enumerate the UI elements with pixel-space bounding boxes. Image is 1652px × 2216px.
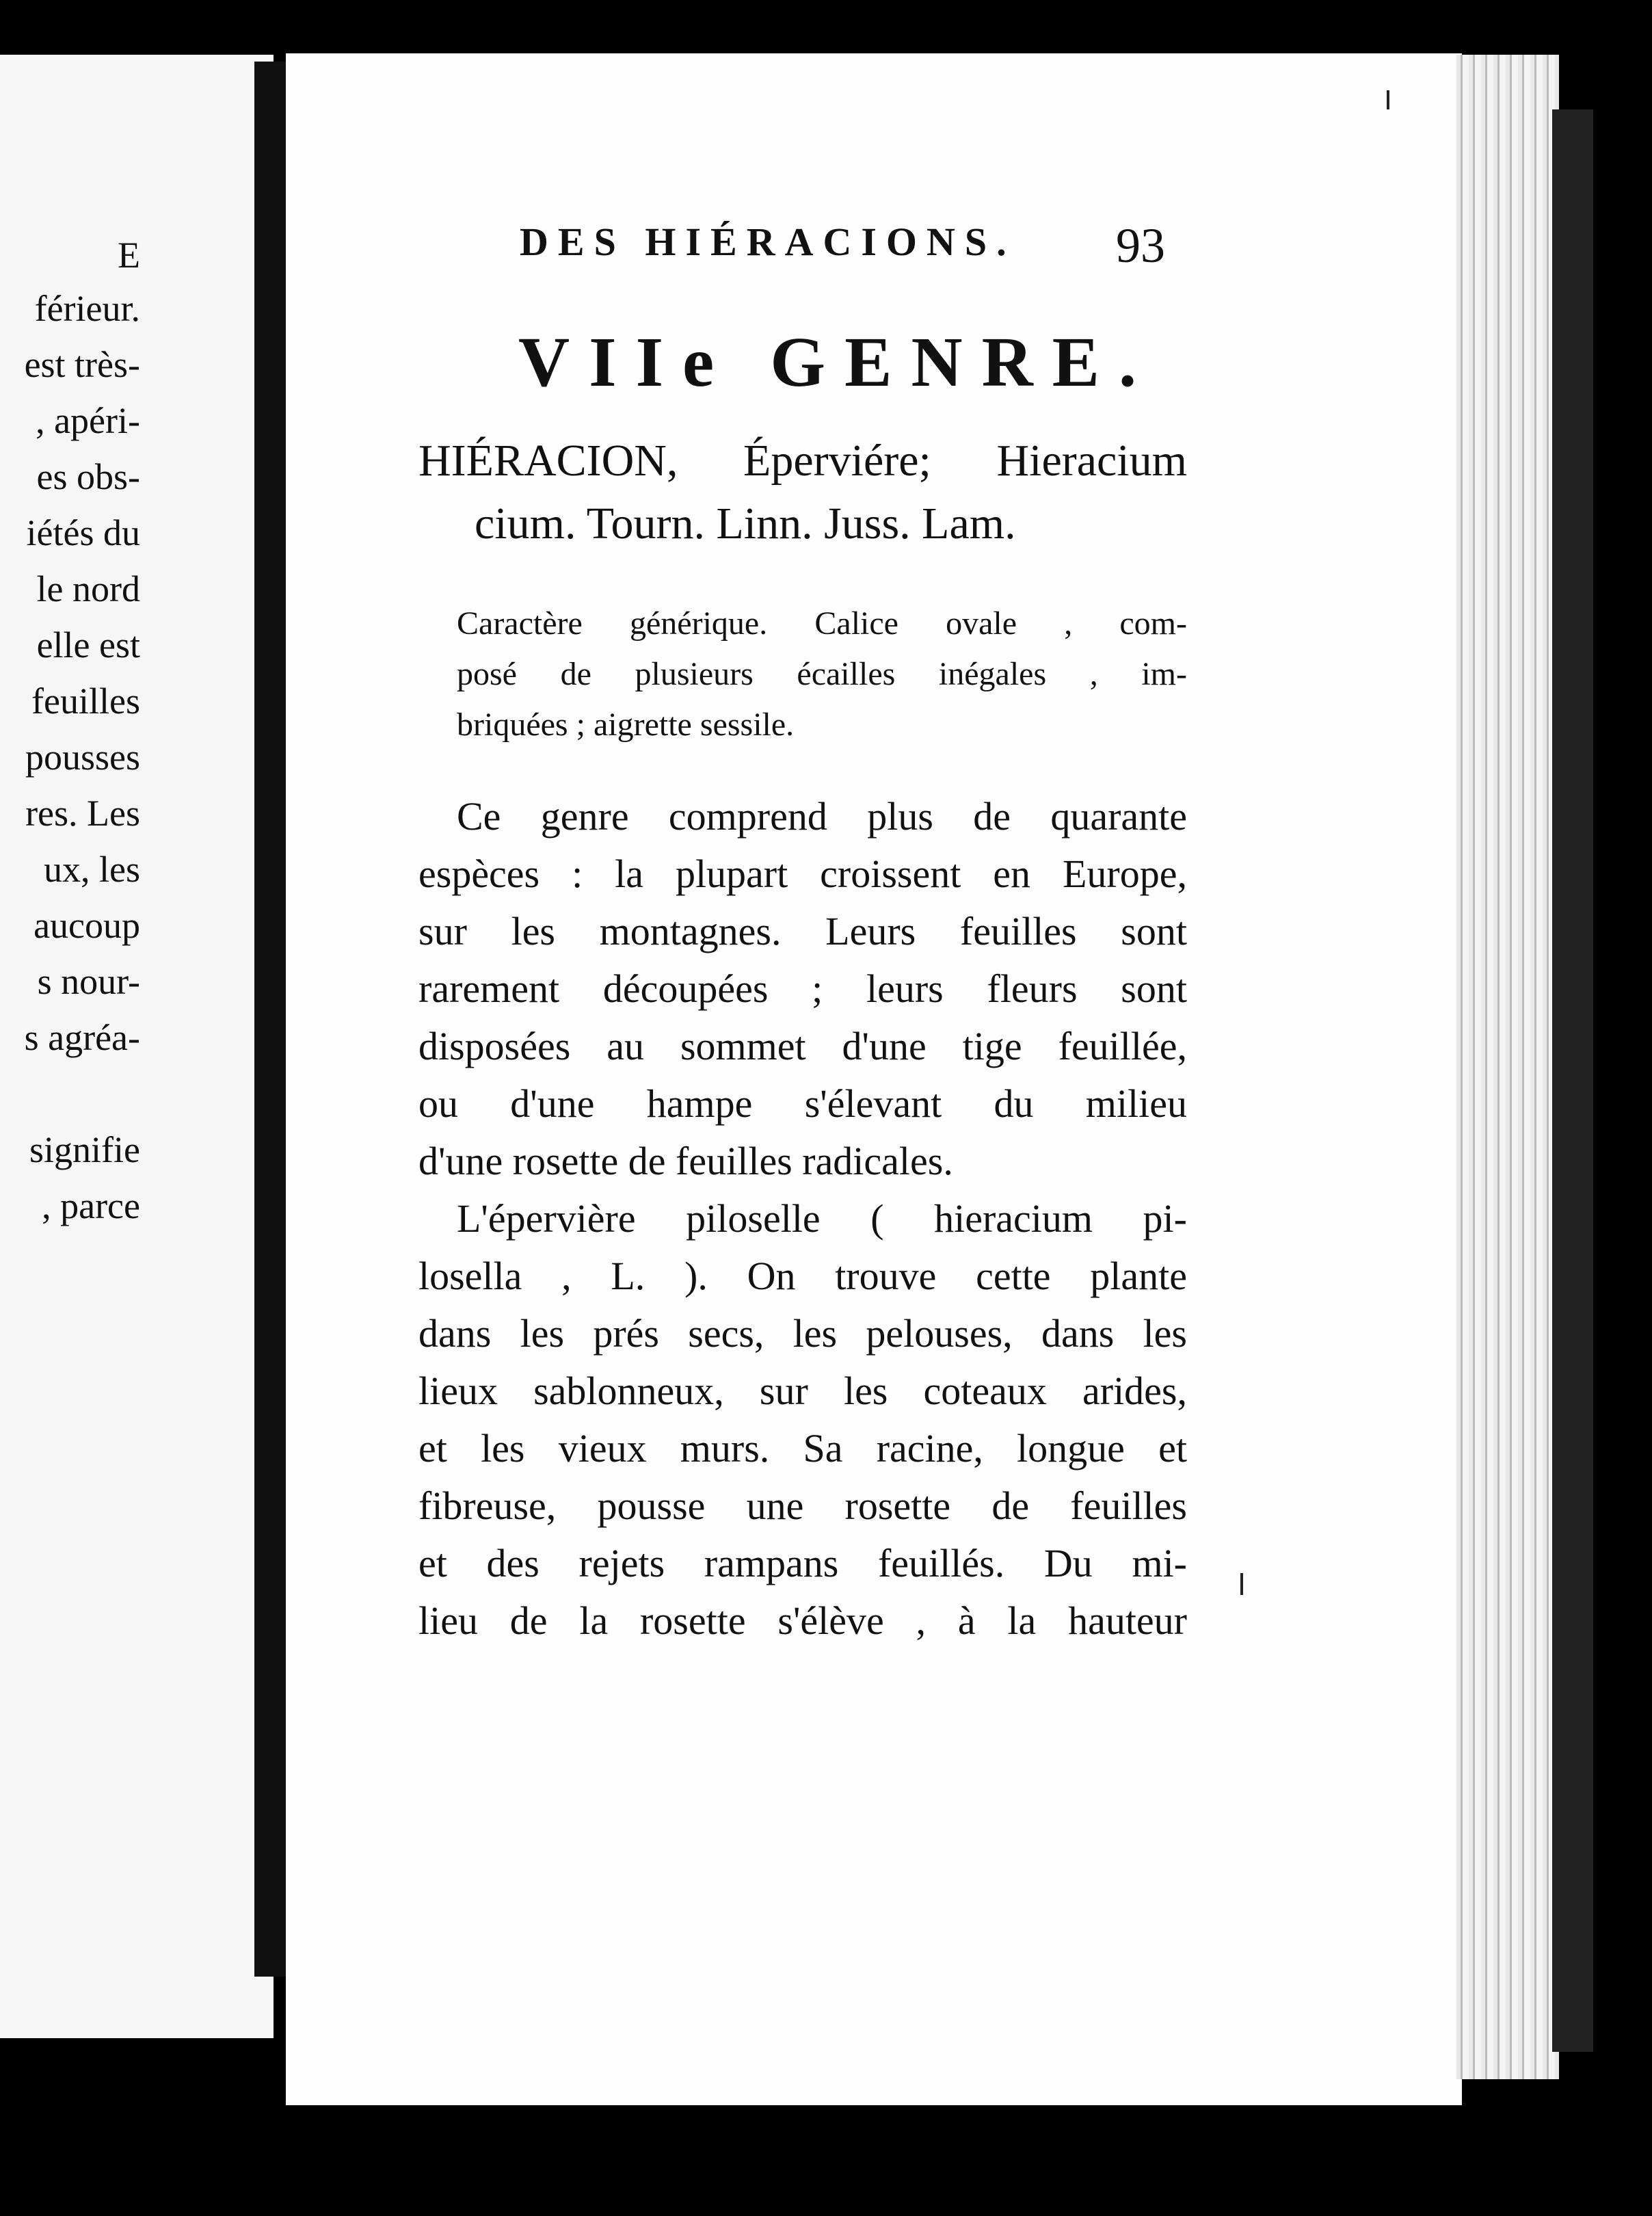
body-line: ou d'une hampe s'élevant du milieu <box>418 1081 1187 1126</box>
page-number: 93 <box>1116 218 1165 273</box>
genre-heading: VIIe GENRE. <box>518 323 1156 401</box>
body-line: et des rejets rampans feuillés. Du mi- <box>418 1541 1187 1585</box>
genus-title-line: HIÉRACION, Éperviére; Hieracium <box>418 436 1187 486</box>
body-line: lieu de la rosette s'élève , à la hauteur <box>418 1598 1187 1643</box>
left-page-line: iétés du <box>26 512 140 553</box>
left-page-line: pousses <box>25 737 140 778</box>
body-line: dans les prés secs, les pelouses, dans les <box>418 1311 1187 1356</box>
character-line: Caractère générique. Calice ovale , com- <box>457 605 1187 642</box>
left-page-line: signifie <box>29 1129 140 1170</box>
body-line: lieux sablonneux, sur les coteaux arides, <box>418 1369 1187 1413</box>
left-page-line: , parce <box>42 1185 140 1226</box>
body-line: Ce genre comprend plus de quarante <box>457 794 1187 839</box>
left-page-line: férieur. <box>34 288 140 329</box>
body-line: d'une rosette de feuilles radicales. <box>418 1139 953 1183</box>
left-page-line: s agréa- <box>24 1017 140 1058</box>
left-page-line: le nord <box>36 568 140 609</box>
body-line: disposées au sommet d'une tige feuillée, <box>418 1024 1187 1068</box>
gutter-shadow <box>254 62 287 1977</box>
left-page-line: es obs- <box>36 456 140 497</box>
stray-mark <box>1240 1573 1243 1595</box>
body-line: losella , L. ). On trouve cette plante <box>418 1254 1187 1298</box>
stray-mark <box>1387 90 1389 109</box>
left-page-line: , apéri- <box>36 400 140 441</box>
body-line: rarement découpées ; leurs fleurs sont <box>418 966 1187 1011</box>
body-line: L'épervière piloselle ( hieracium pi- <box>457 1196 1187 1241</box>
genus-authors-line: cium. Tourn. Linn. Juss. Lam. <box>475 499 1016 549</box>
left-page-line: ux, les <box>44 849 140 890</box>
character-line: posé de plusieurs écailles inégales , im- <box>457 656 1187 692</box>
left-page-line: s nour- <box>37 961 140 1002</box>
left-page-line: E <box>118 235 140 276</box>
running-head: DES HIÉRACIONS. <box>520 220 1016 264</box>
left-facing-page <box>0 55 274 2038</box>
left-page-line: aucoup <box>34 905 140 946</box>
body-line: espèces : la plupart croissent en Europe, <box>418 852 1187 896</box>
body-line: et les vieux murs. Sa racine, longue et <box>418 1426 1187 1470</box>
left-page-line: feuilles <box>31 681 140 722</box>
left-page-line: elle est <box>36 624 140 665</box>
page-edge-shadow <box>1552 109 1593 2052</box>
left-page-line: est très- <box>24 344 140 385</box>
page-edge-fringe <box>1456 55 1559 2079</box>
body-line: fibreuse, pousse une rosette de feuilles <box>418 1483 1187 1528</box>
character-line: briquées ; aigrette sessile. <box>457 707 795 743</box>
left-page-line: res. Les <box>25 793 140 834</box>
body-line: sur les montagnes. Leurs feuilles sont <box>418 909 1187 953</box>
